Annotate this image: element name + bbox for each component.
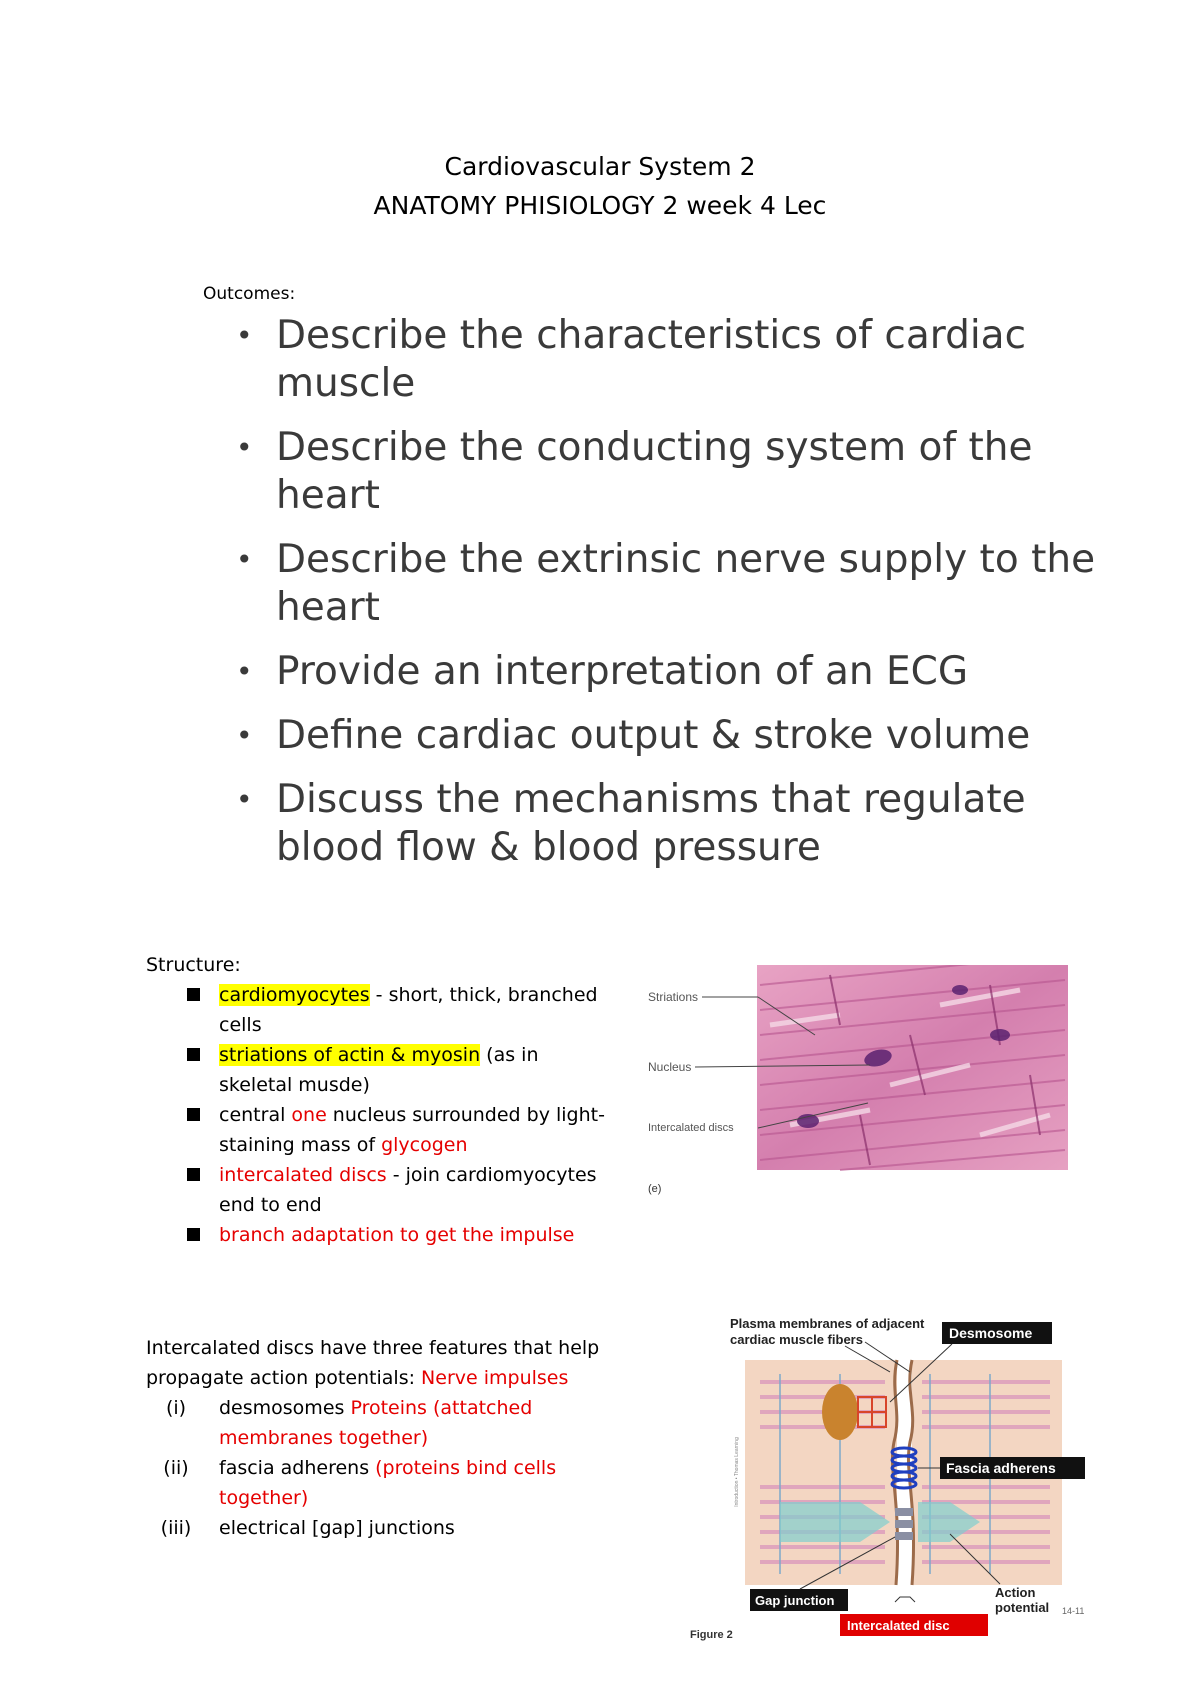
- label-nucleus: Nucleus: [648, 1060, 692, 1074]
- feature-number: (ii): [163, 1457, 189, 1479]
- desmosome-label: Desmosome: [949, 1325, 1033, 1341]
- outcome-item: [236, 312, 1116, 408]
- structure-item: [146, 1220, 606, 1250]
- panel-label: (e): [648, 1183, 662, 1195]
- outcome-item: [236, 712, 1116, 760]
- square-bullet-icon: [187, 1108, 200, 1121]
- intro-text: Intercalated discs have three features that help propagate action potentials:: [146, 1337, 600, 1389]
- outcome-item: [236, 424, 1116, 520]
- desmosome-plaque: [822, 1384, 858, 1440]
- square-bullet-icon: [187, 1168, 200, 1181]
- outcome-text: Discuss the mechanisms that regulate blood flow & blood pressure: [276, 777, 1026, 870]
- red-term: glycogen: [381, 1134, 468, 1156]
- intercalated-disc-diagram: [690, 1312, 1090, 1642]
- bullet-icon: •: [236, 319, 253, 352]
- figure-side-credit: Introduction • Thomas Learning: [734, 1437, 740, 1507]
- nucleus-mark: [797, 1114, 819, 1128]
- fascia-adherens-label: Fascia adherens: [946, 1460, 1056, 1476]
- outcome-text: Define cardiac output & stroke volume: [276, 713, 1031, 758]
- feature-number: (i): [165, 1397, 187, 1419]
- cell-left: [745, 1360, 897, 1585]
- feature-item: [146, 1453, 646, 1513]
- structure-item: [146, 1100, 606, 1160]
- red-term: intercalated discs: [219, 1164, 387, 1186]
- outcomes-list: [236, 312, 1116, 888]
- red-term: branch adaptation to get the impulse: [219, 1224, 575, 1246]
- figure-caption: Figure 2: [690, 1629, 733, 1641]
- outcome-text: Provide an interpretation of an ECG: [276, 649, 969, 694]
- intercalated-section: [146, 1333, 646, 1543]
- intercalated-intro: [146, 1333, 646, 1393]
- structure-text: central: [219, 1104, 292, 1126]
- outcome-item: [236, 648, 1116, 696]
- outcome-item: [236, 776, 1116, 872]
- structure-list: [146, 980, 606, 1250]
- red-term: Proteins (attatched membranes together): [219, 1397, 533, 1449]
- structure-text: - short, thick, branched cells: [219, 984, 598, 1036]
- label-striations: Striations: [648, 990, 699, 1004]
- bullet-icon: •: [236, 655, 253, 688]
- outcomes-label: Outcomes:: [203, 284, 296, 304]
- intercalated-disc-label: Intercalated disc: [847, 1618, 950, 1633]
- structure-heading: Structure:: [146, 954, 241, 976]
- highlighted-term: striations of actin & myosin: [219, 1044, 481, 1066]
- structure-text: nucleus surrounded by light-staining mass of: [219, 1104, 605, 1156]
- feature-text: desmosomes: [219, 1397, 351, 1419]
- highlighted-term: cardiomyocytes: [219, 984, 370, 1006]
- feature-item: [146, 1513, 646, 1543]
- nucleus-mark: [990, 1029, 1010, 1041]
- structure-text: (as in skeletal musde): [219, 1044, 539, 1096]
- gap-junction-label: Gap junction: [755, 1593, 835, 1608]
- nucleus-mark: [952, 985, 968, 995]
- page-reference: 14-11: [1062, 1606, 1085, 1616]
- bullet-icon: •: [236, 543, 253, 576]
- feature-text: fascia adherens: [219, 1457, 376, 1479]
- plasma-membranes-label: Plasma membranes of adjacent: [730, 1316, 925, 1331]
- structure-text: - join cardiomyocytes end to end: [219, 1164, 597, 1216]
- square-bullet-icon: [187, 1048, 200, 1061]
- red-term: Nerve impulses: [421, 1367, 569, 1389]
- structure-item: [146, 1160, 606, 1220]
- structure-section: [146, 950, 606, 1250]
- action-potential-label: potential: [995, 1600, 1050, 1615]
- outcome-text: Describe the conducting system of the heart: [276, 425, 1033, 518]
- document-title: Cardiovascular System 2: [444, 152, 756, 181]
- label-intercalated-discs: Intercalated discs: [648, 1122, 734, 1134]
- document-subtitle: ANATOMY PHISIOLOGY 2 week 4 Lec: [373, 191, 827, 220]
- bullet-icon: •: [236, 783, 253, 816]
- outcome-item: [236, 536, 1116, 632]
- red-term: (proteins bind cells together): [219, 1457, 557, 1509]
- outcome-text: Describe the characteristics of cardiac muscle: [276, 313, 1027, 406]
- bullet-icon: •: [236, 431, 253, 464]
- feature-text: electrical [gap] junctions: [219, 1517, 455, 1539]
- bullet-icon: •: [236, 719, 253, 752]
- cardiac-muscle-micrograph: [640, 965, 1070, 1205]
- action-potential-label: Action: [995, 1585, 1036, 1600]
- structure-item: [146, 980, 606, 1040]
- plasma-membranes-label: cardiac muscle fibers: [730, 1332, 863, 1347]
- red-term: one: [291, 1104, 327, 1126]
- feature-number: (iii): [160, 1517, 192, 1539]
- square-bullet-icon: [187, 1228, 200, 1241]
- square-bullet-icon: [187, 988, 200, 1001]
- outcome-text: Describe the extrinsic nerve supply to the heart: [276, 537, 1096, 630]
- feature-item: [146, 1393, 646, 1453]
- structure-item: [146, 1040, 606, 1100]
